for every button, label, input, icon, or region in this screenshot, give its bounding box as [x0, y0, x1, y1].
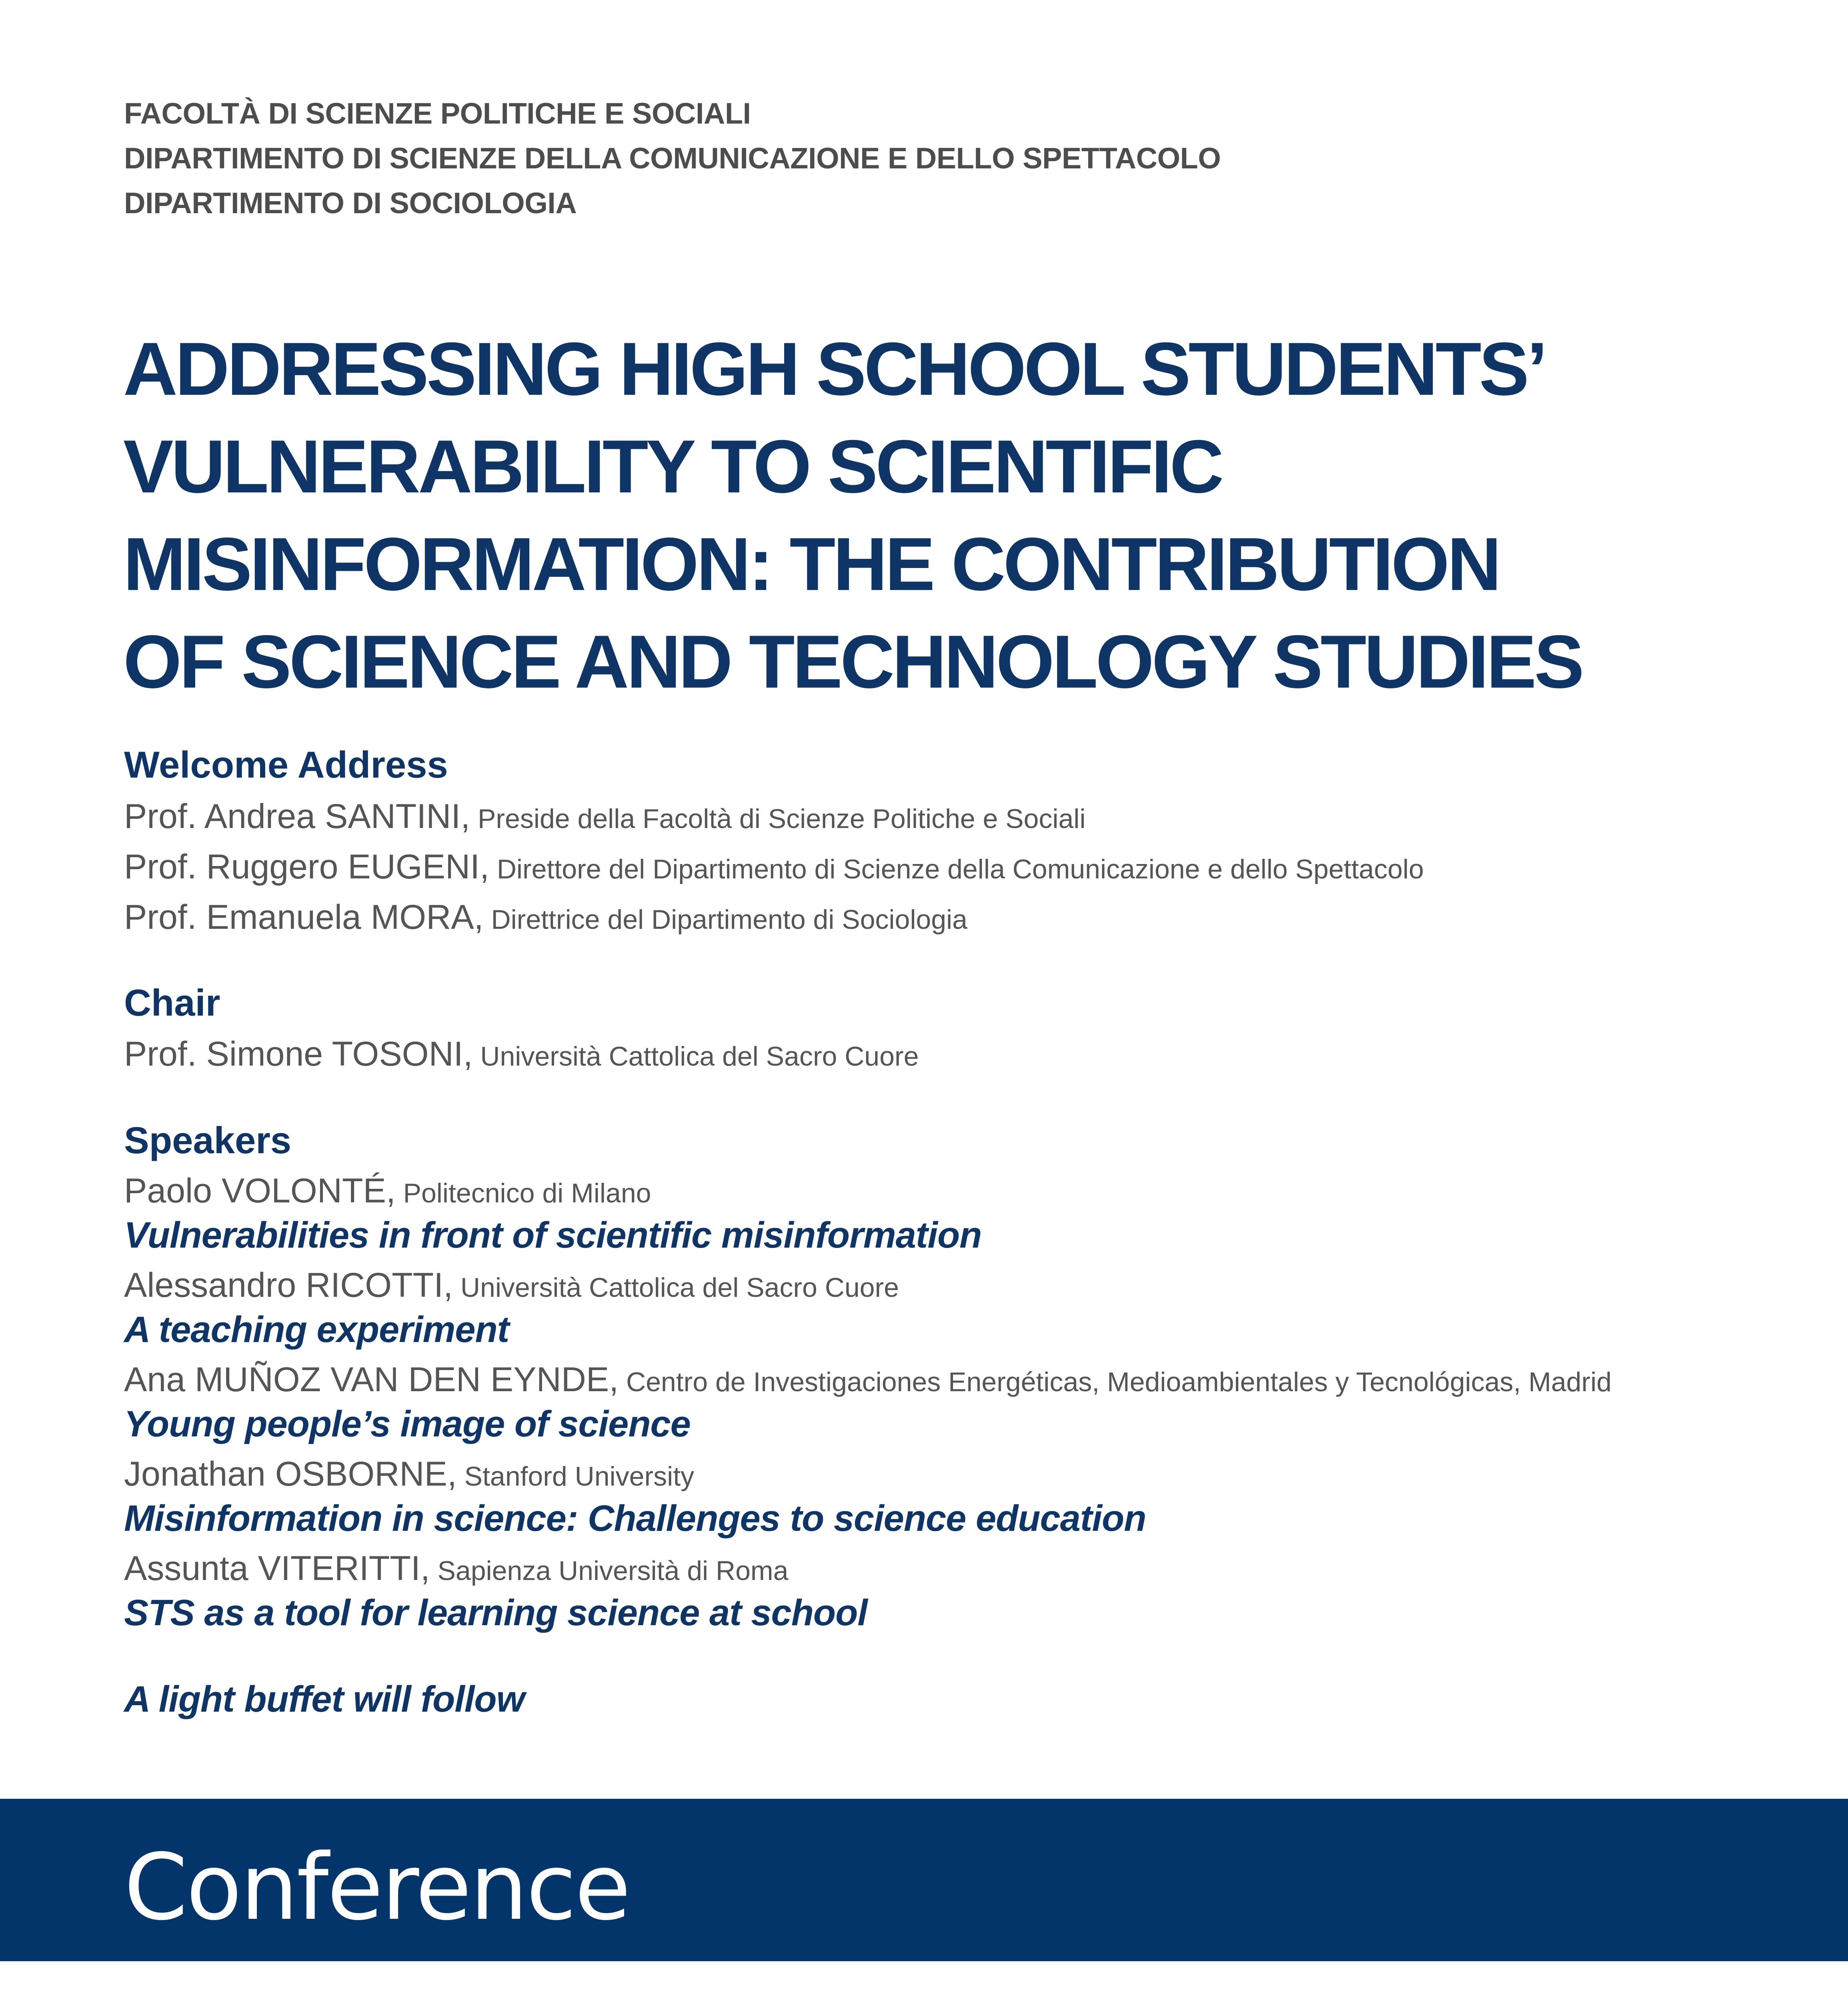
person-affiliation: Direttore del Dipartimento di Scienze della Comunicazione e dello Spettacolo — [489, 854, 1424, 884]
person-name: Ana MUÑOZ VAN DEN EYNDE, — [124, 1360, 619, 1399]
band-label: Conference — [124, 1834, 629, 1940]
header-departments — [124, 91, 1221, 226]
talk-title: Vulnerabilities in front of scientific misinformation — [124, 1215, 982, 1256]
speaker-person — [124, 1360, 1612, 1400]
header-line-faculty: FACOLTÀ DI SCIENZE POLITICHE E SOCIALI — [124, 97, 751, 130]
person-name: Prof. Simone TOSONI, — [124, 1035, 473, 1073]
person-name: Prof. Andrea SANTINI, — [124, 797, 471, 836]
person-affiliation: Stanford University — [456, 1461, 695, 1492]
talk-title: Young people’s image of science — [124, 1404, 691, 1444]
person-affiliation: Università Cattolica del Sacro Cuore — [473, 1041, 919, 1072]
speaker-person — [124, 1454, 694, 1494]
welcome-person — [124, 898, 967, 937]
speakers-heading: Speakers — [124, 1119, 292, 1161]
chair-person — [124, 1034, 919, 1074]
talk-title: Misinformation in science: Challenges to science education — [124, 1498, 1146, 1539]
person-affiliation: Sapienza Università di Roma — [430, 1556, 789, 1586]
speaker-person — [124, 1266, 899, 1305]
header-line-dept-sociology: DIPARTIMENTO DI SOCIOLOGIA — [124, 186, 577, 220]
person-affiliation: Preside della Facoltà di Scienze Politiche e Sociali — [470, 804, 1086, 834]
title-line-1: ADDRESSING HIGH SCHOOL STUDENTS’ — [123, 327, 1546, 411]
welcome-heading: Welcome Address — [124, 744, 448, 786]
person-affiliation: Centro de Investigaciones Energéticas, Medioambientales y Tecnológicas, Madrid — [619, 1367, 1612, 1397]
person-name: Assunta VITERITTI, — [124, 1549, 430, 1588]
chair-heading: Chair — [124, 982, 220, 1024]
welcome-person — [124, 797, 1086, 836]
person-name: Prof. Ruggero EUGENI, — [124, 848, 489, 886]
title-line-4: OF SCIENCE AND TECHNOLOGY STUDIES — [123, 620, 1582, 704]
person-name: Prof. Emanuela MORA, — [124, 898, 484, 936]
talk-title: STS as a tool for learning science at school — [124, 1592, 867, 1633]
speaker-person — [124, 1549, 788, 1588]
person-affiliation: Direttrice del Dipartimento di Sociologia — [483, 904, 967, 935]
title-line-2: VULNERABILITY TO SCIENTIFIC — [123, 424, 1222, 508]
talk-title: A teaching experiment — [124, 1309, 509, 1350]
title-line-3: MISINFORMATION: THE CONTRIBUTION — [123, 522, 1499, 606]
buffet-note: A light buffet will follow — [124, 1679, 525, 1720]
speaker-person — [124, 1171, 651, 1211]
welcome-person — [124, 847, 1424, 887]
person-name: Alessandro RICOTTI, — [124, 1266, 453, 1304]
person-affiliation: Università Cattolica del Sacro Cuore — [453, 1272, 899, 1303]
conference-title — [123, 320, 1804, 710]
header-line-dept-communication: DIPARTIMENTO DI SCIENZE DELLA COMUNICAZIONE E DELLO SPETTACOLO — [124, 142, 1221, 175]
person-name: Jonathan OSBORNE, — [124, 1455, 457, 1493]
person-affiliation: Politecnico di Milano — [395, 1178, 651, 1208]
person-name: Paolo VOLONTÉ, — [124, 1172, 396, 1210]
